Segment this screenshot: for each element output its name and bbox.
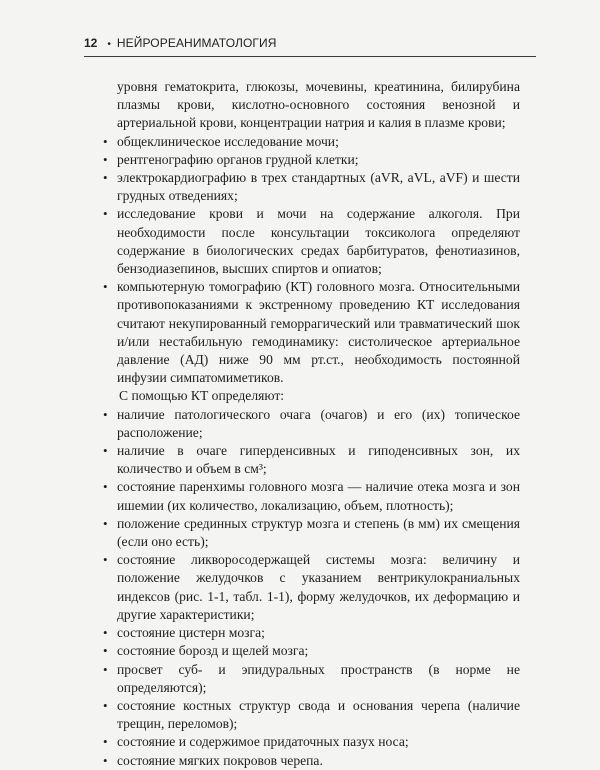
list-item [103, 661, 520, 697]
bullet-mark: • [103, 206, 108, 222]
list-item-text: компьютерную томографию (КТ) головного мозга. Относительными противопоказаниями к экстренному проведению КТ исследования считают некупированный геморрагический или травматический шок и/или нестабильную гемодинамику: систолическое артериальное давление (АД) ниже 90 мм рт.ст., необходимость постоянной инфузии симпатомиметиков. [117, 279, 520, 386]
list-item [103, 442, 520, 478]
list-item [103, 151, 520, 169]
list-item-text: состояние борозд и щелей мозга; [117, 643, 309, 659]
bullet-mark: • [103, 625, 108, 641]
list-item [103, 642, 520, 660]
ct-intro: С помощью КТ определяют: [119, 388, 285, 404]
list-item-text: наличие патологического очага (очагов) и его (их) топическое расположение; [117, 406, 520, 440]
page-body [103, 78, 520, 770]
list-item-text: состояние костных структур свода и основания черепа (наличие трещин, переломов); [117, 697, 520, 732]
list-item-text: состояние ликворосодержащей системы мозга: величину и положение желудочков с указанием вентрикулокраниальных индексов (рис. 1-1, табл. 1-1), форму желудочков, их деформацию и другие характеристики; [117, 552, 520, 622]
bullet-mark: • [103, 643, 108, 659]
list-item [103, 406, 520, 442]
list-item-text: рентгенографию органов грудной клетки; [117, 151, 359, 167]
list-item-text: просвет суб- и эпидуральных пространств (в норме не определяются); [117, 661, 520, 695]
bullet-mark: • [103, 697, 108, 713]
ct-findings-list [103, 406, 520, 770]
list-item [103, 733, 520, 751]
list-item [103, 551, 520, 624]
running-header [84, 34, 536, 57]
list-item [103, 752, 520, 770]
bullet-mark: • [103, 151, 108, 167]
list-item [103, 133, 520, 151]
bullet-mark: • [103, 734, 108, 750]
bullet-mark: • [103, 552, 108, 568]
list-item [103, 278, 520, 387]
examination-list [103, 133, 520, 388]
bullet-mark: • [103, 752, 108, 768]
list-item-text: состояние и содержимое придаточных пазух носа; [117, 734, 409, 750]
bullet-mark: • [103, 406, 108, 422]
list-item-text: наличие в очаге гиперденсивных и гиподенсивных зон, их количество и объем в см³; [117, 443, 520, 477]
list-item [103, 169, 520, 205]
list-item-text: состояние мягких покровов черепа. [117, 752, 323, 768]
bullet-mark: • [103, 443, 108, 459]
header-bullet: • [107, 39, 111, 50]
bullet-mark: • [103, 133, 108, 149]
page-number: 12 [84, 36, 98, 50]
list-item [103, 697, 520, 733]
list-item [103, 515, 520, 551]
list-item-text: электрокардиографию в трех стандартных (aVR, aVL, aVF) и шести грудных отведениях; [117, 170, 520, 204]
continuation-paragraph: уровня гематокрита, глюкозы, мочевины, креатинина, билирубина плазмы крови, кислотно-основного состояния венозной и артериальной крови, концентрации натрия и калия в плазме крови; [117, 79, 520, 131]
list-item-text: исследование крови и мочи на содержание алкоголя. При необходимости после консультации токсиколога определяют содержание в биологических средах барбитуратов, фенотиазинов, бензодиазепинов, высших спиртов и опиатов; [117, 206, 520, 277]
bullet-mark: • [103, 170, 108, 186]
list-item-text: состояние паренхимы головного мозга — наличие отека мозга и зон ишемии (их количество, локализацию, объем, плотность); [117, 479, 520, 513]
bullet-mark: • [103, 479, 108, 495]
list-item [103, 624, 520, 642]
list-item [103, 205, 520, 278]
bullet-mark: • [103, 661, 108, 677]
bullet-mark: • [103, 515, 108, 531]
bullet-mark: • [103, 279, 108, 295]
list-item-text: положение срединных структур мозга и степень (в мм) их смещения (если оно есть); [117, 515, 520, 550]
list-item-text: состояние цистерн мозга; [117, 625, 265, 641]
list-item [103, 478, 520, 514]
list-item-text: общеклиническое исследование мочи; [117, 133, 339, 149]
running-title: НЕЙРОРЕАНИМАТОЛОГИЯ [116, 36, 277, 50]
